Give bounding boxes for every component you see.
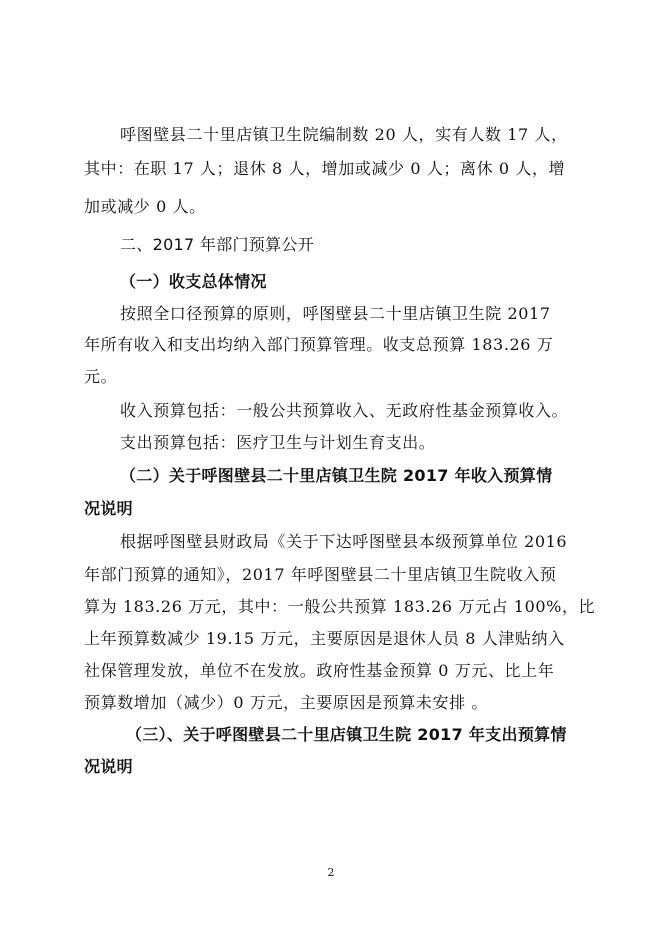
subsection-heading-3-cont: 况说明 (84, 757, 133, 776)
paragraph-line-6: 元。 (84, 367, 118, 386)
paragraph-line-2: 其中：在职 17 人；退休 8 人，增加或减少 0 人；离休 0 人，增 (84, 159, 566, 178)
page-number: 2 (327, 866, 335, 879)
paragraph-line-5: 年所有收入和支出均纳入部门预算管理。收支总预算 183.26 万 (84, 335, 554, 354)
paragraph-line-3: 加或减少 0 人。 (84, 197, 206, 216)
paragraph-line-11: 社保管理发放，单位不在发放。政府性基金预算 0 万元、比上年 (84, 661, 555, 680)
expense-budget-line: 支出预算包括：医疗卫生与计划生育支出。 (120, 433, 436, 452)
paragraph-line-8: 年部门预算的通知》，2017 年呼图壁县二十里店镇卫生院收入预 (84, 565, 557, 584)
subsection-heading-2-cont: 况说明 (84, 499, 133, 518)
paragraph-line-9: 算为 183.26 万元，其中：一般公共预算 183.26 万元占 100%，比 (84, 597, 596, 616)
paragraph-line-10: 上年预算数减少 19.15 万元，主要原因是退休人员 8 人津贴纳入 (84, 629, 565, 648)
income-budget-line: 收入预算包括：一般公共预算收入、无政府性基金预算收入。 (120, 401, 569, 420)
paragraph-line-12: 预算数增加（减少）0 万元，主要原因是预算未安排 。 (84, 693, 488, 712)
subsection-heading-1: （一）收支总体情况 (120, 272, 267, 291)
section-heading-2: 二、2017 年部门预算公开 (120, 235, 315, 254)
paragraph-line-1: 呼图壁县二十里店镇卫生院编制数 20 人，实有人数 17 人， (120, 125, 568, 144)
paragraph-line-7: 根据呼图壁县财政局《关于下达呼图壁县本级预算单位 2016 (120, 532, 568, 551)
subsection-heading-2: （二）关于呼图壁县二十里店镇卫生院 2017 年收入预算情 (120, 466, 553, 485)
paragraph-line-4: 按照全口径预算的原则，呼图壁县二十里店镇卫生院 2017 (120, 304, 551, 323)
subsection-heading-3: （三）、关于呼图壁县二十里店镇卫生院 2017 年支出预算情 (126, 725, 567, 744)
